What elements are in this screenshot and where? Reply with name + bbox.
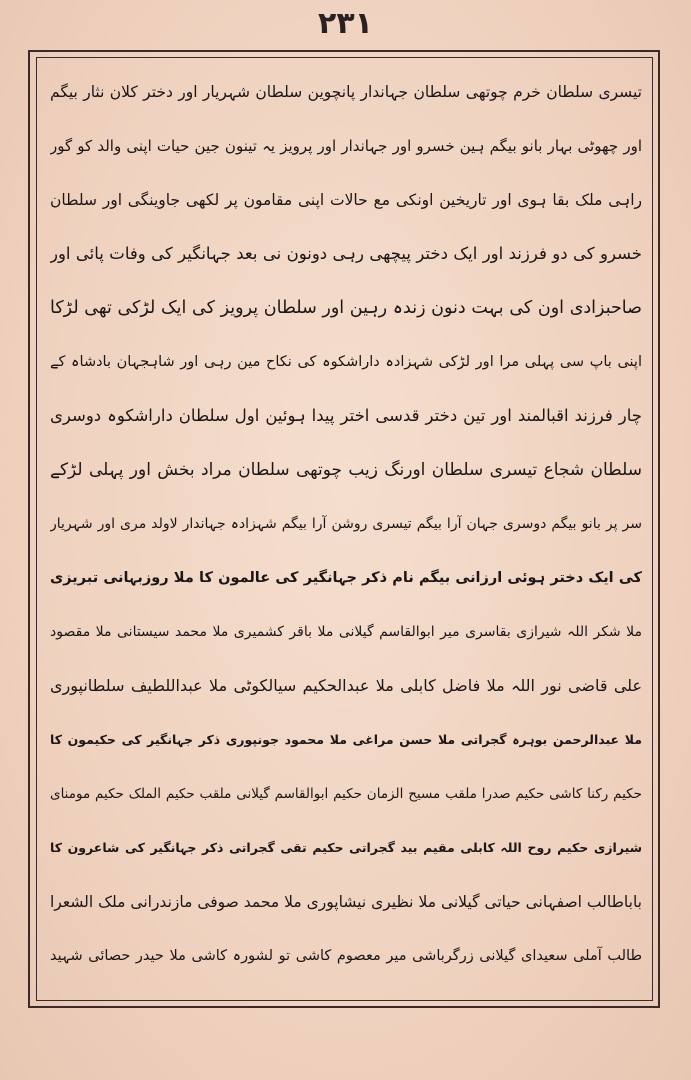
- text-line-11: ملا شکر اللہ شیرازی بقاسری میر ابوالقاسم گیلانی ملا باقر کشمیری ملا محمد سیستانی ملا مقصود: [50, 624, 642, 640]
- text-line-4: خسرو کی دو فرزند اور ایک دختر پیچھی رہی دونون نی بعد جہانگیر کی وفات پائی اور: [50, 244, 642, 263]
- text-line-5: صاحبزادی اون کی بہت دنون زندہ رہین اور سلطان پرویز کی ایک لڑکی تھی لڑکا: [50, 298, 642, 318]
- text-line-12: علی قاضی نور اللہ ملا فاضل کابلی ملا عبدالحکیم سیالکوٹی ملا عبداللطیف سلطانپوری: [50, 676, 642, 695]
- text-line-7: چار فرزند اقبالمند اور تین دختر قدسی اختر پیدا ہوئین اول سلطان داراشکوہ دوسری: [50, 406, 642, 425]
- text-line-13: ملا عبدالرحمن بوہرہ گجراتی ملا حسن مراغی ملا محمود جونپوری ذکر جہانگیر کی حکیمون کا: [50, 732, 642, 747]
- text-body: [50, 64, 642, 994]
- text-line-3: راہی ملک بقا ہوی اور تاریخین اونکی مع حالات اپنی مقامون پر لکھی جاوینگی اور سلطان: [50, 191, 642, 209]
- text-line-17: طالب آملی سعیدای گیلانی زرگرباشی میر معصوم کاشی تو لشورہ کاشی ملا حیدر حصائی شہید: [50, 948, 642, 964]
- text-line-15: شیرازی حکیم روح اللہ کابلی مقیم بید گجراتی حکیم تقی گجراتی ذکر جہانگیر کی شاعرون کا: [50, 840, 642, 855]
- text-line-1: تیسری سلطان خرم چوتھی سلطان جہاندار پانچوین سلطان شہریار اور دختر کلان نثار بیگم: [50, 83, 642, 101]
- page-number: ۲۳۱: [318, 6, 373, 41]
- text-line-10: کی ایک دختر ہوئی ارزانی بیگم نام ذکر جہانگیر کی عالمون کا ملا روزبہانی تبریزی: [50, 570, 642, 586]
- text-line-8: سلطان شجاع تیسری سلطان اورنگ زیب چوتھی سلطان مراد بخش اور پہلی لڑکے: [50, 460, 642, 480]
- text-line-2: اور چھوٹی بہار بانو بیگم ہین خسرو اور جہاندار اور پرویز یہ تینون جین حیات اپنی والد کو گور: [50, 137, 642, 155]
- text-line-14: حکیم رکنا کاشی حکیم صدرا ملقب مسیح الزمان حکیم ابوالقاسم گیلانی ملقب حکیم الملک حکیم مومنای: [50, 786, 642, 802]
- text-line-6: اپنی باپ سی پہلی مرا اور لڑکی شہزادہ داراشکوہ کی نکاح مین رہی اور شاہجہان بادشاہ کے: [50, 354, 642, 370]
- text-line-16: باباطالب اصفہانی حیاتی گیلانی ملا نظیری نیشاپوری ملا محمد صوفی مازندرانی ملک الشعرا: [50, 893, 642, 911]
- text-line-9: سر پر بانو بیگم دوسری جہان آرا بیگم تیسری روشن آرا بیگم شہزادہ جہاندار لاولد مری اور شہریار: [50, 516, 642, 532]
